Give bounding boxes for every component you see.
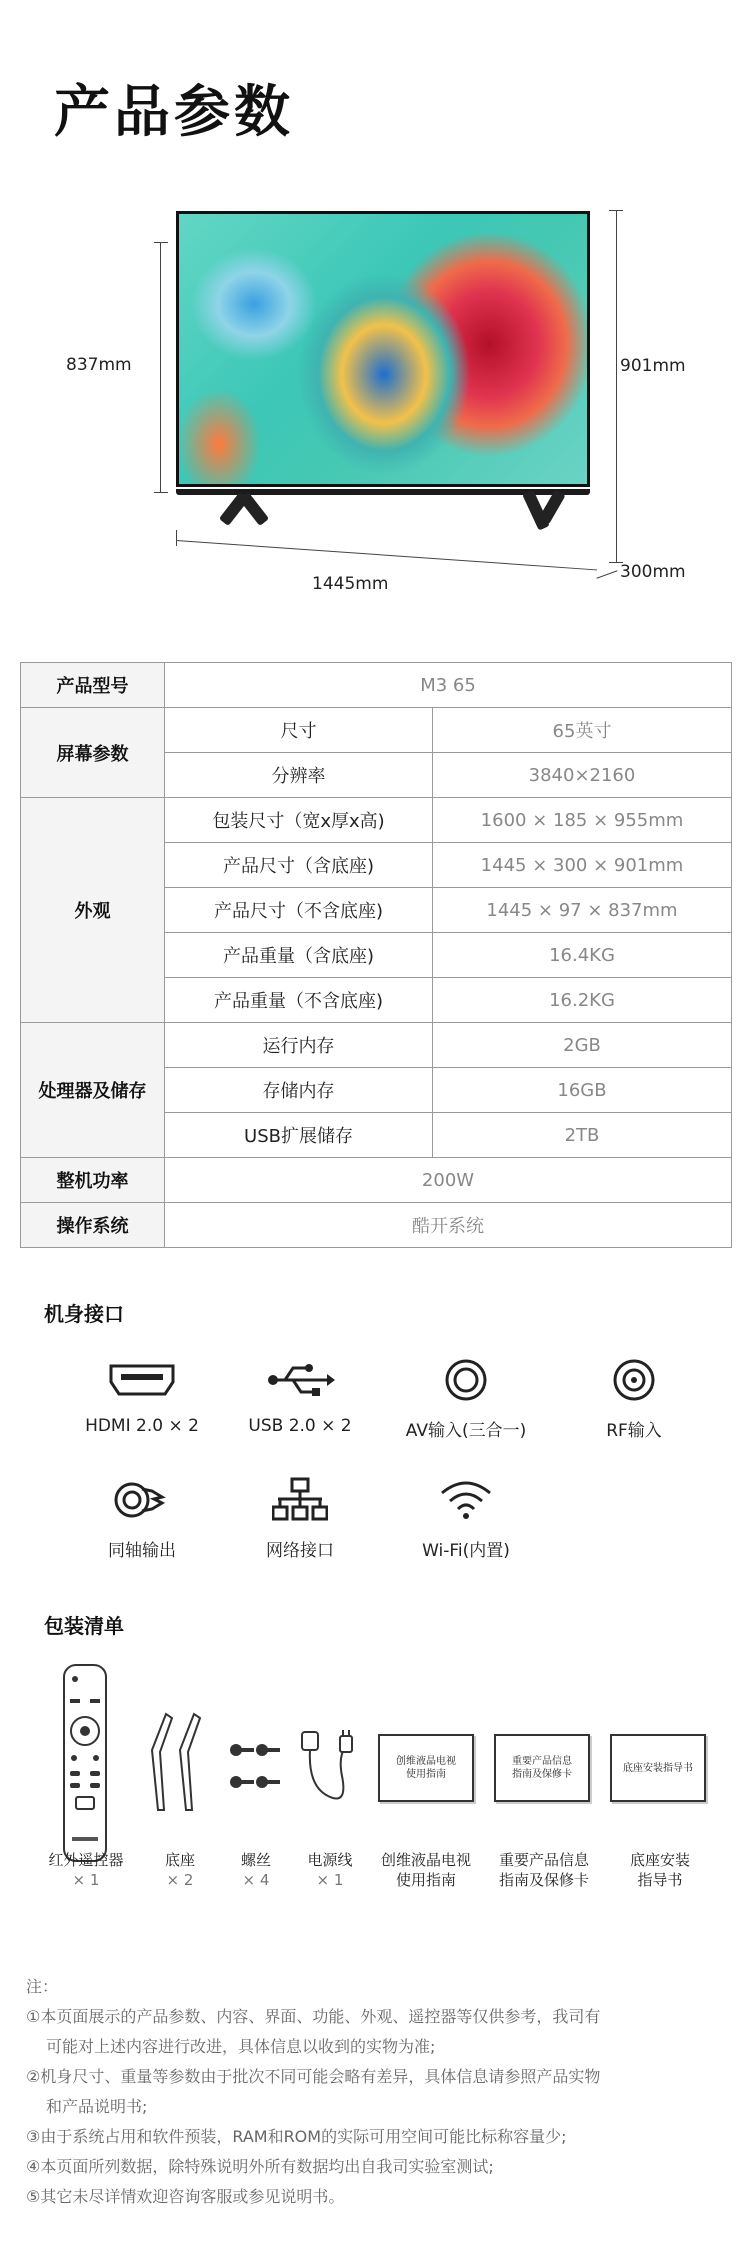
spec-table	[20, 662, 732, 1248]
package-item-name: 螺丝	[240, 1851, 271, 1869]
ports-section-title: 机身接口	[44, 1302, 124, 1326]
row-header: 整机功率	[21, 1158, 165, 1203]
remote-control-image	[62, 1663, 108, 1867]
package-item	[290, 1850, 370, 1890]
spec-value: 3840×2160	[433, 753, 732, 798]
spec-name: 产品重量（不含底座)	[165, 978, 433, 1023]
spec-value: 65英寸	[433, 708, 732, 753]
row-header: 产品型号	[21, 663, 165, 708]
note-line: ③由于系统占用和软件预装，RAM和ROM的实际可用空间可能比标称容量少;	[26, 2127, 567, 2146]
spec-name: 产品重量（含底座)	[165, 933, 433, 978]
row-header: 屏幕参数	[21, 708, 165, 798]
port-hdmi	[62, 1350, 222, 1436]
note-line: 可能对上述内容进行改进，具体信息以收到的实物为准;	[46, 2037, 436, 2056]
package-item-name: 创维液晶电视 使用指南	[380, 1851, 471, 1889]
note-line: 和产品说明书;	[46, 2097, 148, 2116]
package-item-name: 底座安装 指导书	[629, 1851, 690, 1889]
row-header: 处理器及储存	[21, 1023, 165, 1158]
power-cord-image	[298, 1726, 358, 1820]
spec-name: 产品尺寸（含底座)	[165, 843, 433, 888]
spec-value: 1445 × 300 × 901mm	[433, 843, 732, 888]
note-line: ②机身尺寸、重量等参数由于批次不同可能会略有差异，具体信息请参照产品实物	[26, 2067, 601, 2086]
manual-card-warranty: 重要产品信息 指南及保修卡	[494, 1734, 590, 1802]
package-item-name: 重要产品信息 指南及保修卡	[498, 1851, 589, 1889]
row-header: 外观	[21, 798, 165, 1023]
tv-stand-leg	[239, 492, 269, 526]
spec-name: 产品尺寸（不含底座)	[165, 888, 433, 933]
package-item	[36, 1850, 136, 1890]
package-item	[216, 1850, 296, 1890]
model-value: M3 65	[165, 663, 732, 708]
port-av	[386, 1350, 546, 1441]
rf-icon	[554, 1350, 714, 1410]
manual-card-user-guide: 创维液晶电视 使用指南	[378, 1734, 474, 1802]
spec-name: 包装尺寸（宽x厚x高)	[165, 798, 433, 843]
spec-value: 2GB	[433, 1023, 732, 1068]
row-header: 操作系统	[21, 1203, 165, 1248]
note-line: ④本页面所列数据，除特殊说明外所有数据均出自我司实验室测试;	[26, 2157, 494, 2176]
wifi-icon	[386, 1470, 546, 1530]
port-rf	[554, 1350, 714, 1441]
port-wifi	[386, 1470, 546, 1561]
table-row	[21, 663, 732, 708]
port-label: HDMI 2.0 × 2	[85, 1416, 199, 1436]
table-row	[21, 1203, 732, 1248]
screws-image	[228, 1742, 284, 1806]
spec-value: 1445 × 97 × 837mm	[433, 888, 732, 933]
height-no-stand-label: 837mm	[66, 355, 132, 375]
spec-value: 1600 × 185 × 955mm	[433, 798, 732, 843]
port-label: Wi-Fi(内置)	[422, 1541, 510, 1561]
spec-name: 运行内存	[165, 1023, 433, 1068]
av-icon	[386, 1350, 546, 1410]
os-value: 酷开系统	[165, 1203, 732, 1248]
power-value: 200W	[165, 1158, 732, 1203]
spec-name: 尺寸	[165, 708, 433, 753]
page-title: 产品参数	[54, 80, 294, 145]
table-row	[21, 708, 732, 753]
table-row	[21, 798, 732, 843]
spec-name: 分辨率	[165, 753, 433, 798]
note-line: ⑤其它未尽详情欢迎咨询客服或参见说明书。	[26, 2187, 345, 2206]
spec-value: 16GB	[433, 1068, 732, 1113]
package-item-name: 底座	[164, 1851, 195, 1869]
port-label: AV输入(三合一)	[405, 1421, 527, 1441]
usb-icon	[220, 1350, 380, 1410]
stand-legs-image	[148, 1710, 212, 1824]
port-label: RF输入	[606, 1421, 662, 1441]
package-item-qty: × 1	[316, 1871, 344, 1889]
package-item-qty: × 2	[166, 1871, 194, 1889]
tv-dimension-drawing	[0, 190, 750, 610]
coaxial-icon	[62, 1470, 222, 1530]
package-item-name: 电源线	[307, 1851, 353, 1869]
table-row	[21, 1158, 732, 1203]
port-label: USB 2.0 × 2	[248, 1416, 352, 1436]
notes-section	[26, 1972, 726, 2212]
depth-label: 300mm	[620, 562, 686, 582]
port-network	[220, 1470, 380, 1561]
port-usb	[220, 1350, 380, 1436]
spec-name: USB扩展储存	[165, 1113, 433, 1158]
tv-screen-image	[176, 211, 590, 487]
port-label: 同轴输出	[108, 1541, 176, 1561]
spec-value: 2TB	[433, 1113, 732, 1158]
spec-name: 存储内存	[165, 1068, 433, 1113]
manual-card-stand-install: 底座安装指导书	[610, 1734, 706, 1802]
notes-title: 注：	[26, 1977, 59, 1996]
hdmi-icon	[62, 1350, 222, 1410]
port-label: 网络接口	[266, 1541, 334, 1561]
package-item-name: 红外遥控器	[48, 1851, 124, 1869]
package-item	[140, 1850, 220, 1890]
note-line: ①本页面展示的产品参数、内容、界面、功能、外观、遥控器等仅供参考，我司有	[26, 2007, 601, 2026]
port-coaxial	[62, 1470, 222, 1561]
package-item-qty: × 4	[242, 1871, 270, 1889]
spec-value: 16.2KG	[433, 978, 732, 1023]
spec-value: 16.4KG	[433, 933, 732, 978]
network-icon	[220, 1470, 380, 1530]
package-item-qty: × 1	[72, 1871, 100, 1889]
table-row	[21, 1023, 732, 1068]
package-section-title: 包装清单	[44, 1614, 124, 1638]
width-label: 1445mm	[312, 574, 389, 594]
height-with-stand-label: 901mm	[620, 356, 686, 376]
